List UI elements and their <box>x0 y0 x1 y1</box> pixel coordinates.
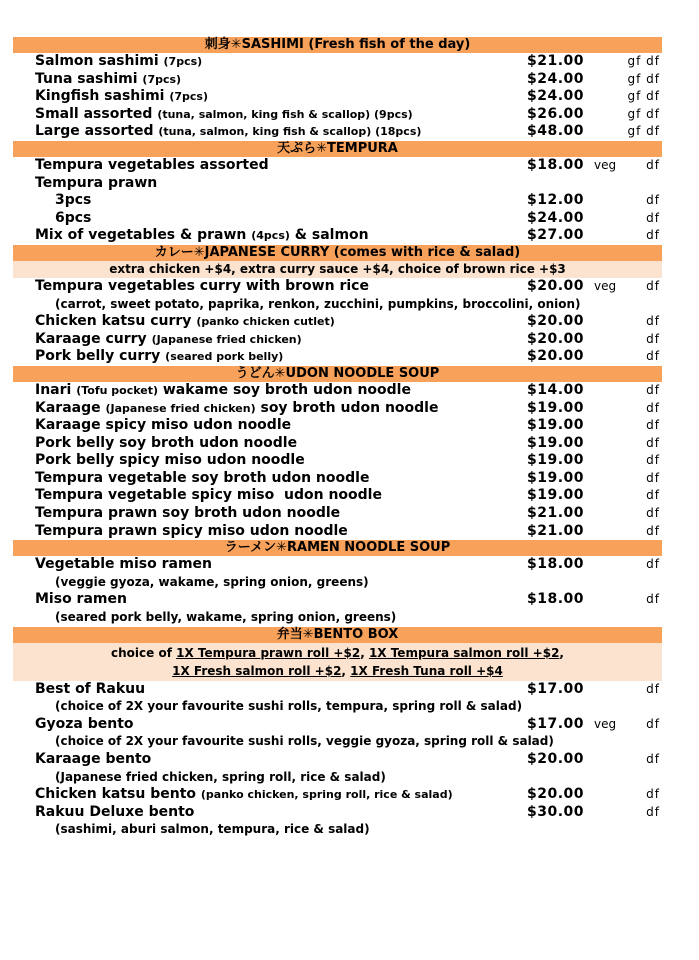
bento-choice-line-2: 1X Fresh salmon roll +$2, 1X Fresh Tuna roll +$4 <box>172 663 503 678</box>
item-name: Chicken katsu bento <box>35 786 197 803</box>
menu-item <box>13 71 662 89</box>
item-name: Pork belly soy broth udon noodle <box>35 434 298 451</box>
item-veg-tag: veg <box>594 278 617 293</box>
item-name: Karaage bento <box>35 751 152 767</box>
item-tags: df <box>646 314 660 329</box>
item-name: Tuna sashimi <box>35 70 138 87</box>
item-name: Small assorted <box>35 105 153 122</box>
item-note: (tuna, salmon, king fish & scallop) (18pcs) <box>158 125 422 139</box>
menu-item <box>13 313 662 331</box>
menu-item <box>13 751 662 769</box>
item-name: Mix of vegetables & prawn <box>35 227 247 244</box>
item-note: (tuna, salmon, king fish & scallop) (9pcs) <box>157 107 413 121</box>
section-header-bento: 弁当✳BENTO BOX <box>13 627 662 643</box>
menu-item <box>13 435 662 453</box>
item-name: 3pcs <box>55 192 92 209</box>
section-header-ramen: ラーメン✳RAMEN NOODLE SOUP <box>13 540 662 556</box>
item-tags: df <box>646 382 660 397</box>
menu-item <box>13 53 662 71</box>
bento-choices <box>13 643 662 681</box>
section-curry <box>13 278 662 366</box>
item-description: (carrot, sweet potato, paprika, renkon, zucchini, pumpkins, broccolini, onion) <box>55 296 581 311</box>
menu-item <box>13 417 662 435</box>
item-tags: gf df <box>627 71 660 86</box>
menu-item <box>13 400 662 418</box>
item-tags: df <box>646 488 660 503</box>
item-tags: gf df <box>627 89 660 104</box>
item-description: (seared pork belly, wakame, spring onion, greens) <box>55 610 397 625</box>
item-tags: df <box>646 592 660 607</box>
item-tags: df <box>646 557 660 572</box>
choice-option: 1X Tempura salmon roll +$2 <box>368 645 560 660</box>
item-price: $20.00 <box>527 751 585 767</box>
item-description: (sashimi, aburi salmon, tempura, rice & salad) <box>55 822 370 837</box>
item-tags: df <box>646 278 660 293</box>
item-note: (Japanese fried chicken) <box>151 332 302 346</box>
section-header-udon: うどん✳UDON NOODLE SOUP <box>13 366 662 382</box>
menu-item <box>13 786 662 804</box>
item-price: $14.00 <box>527 381 585 398</box>
item-name: Tempura vegetables curry with brown rice <box>35 277 369 294</box>
item-name: Pork belly curry <box>35 348 161 365</box>
item-tags: df <box>646 435 660 450</box>
item-tags: df <box>646 681 660 696</box>
menu-item <box>13 210 662 228</box>
item-price: $19.00 <box>527 434 585 451</box>
item-name-suffix: wakame soy broth udon noodle <box>162 381 411 398</box>
section-udon <box>13 382 662 540</box>
bento-choice-line-1: choice of 1X Tempura prawn roll +$2, 1X Tempura salmon roll +$2, <box>111 645 564 660</box>
item-price: $48.00 <box>527 123 585 140</box>
item-name: Inari <box>35 381 72 398</box>
item-tags: gf df <box>627 54 660 68</box>
item-price: $19.00 <box>527 487 585 504</box>
item-tags: df <box>646 193 660 208</box>
menu-item <box>13 382 662 400</box>
item-price: $19.00 <box>527 417 585 434</box>
item-name: Tempura prawn <box>35 174 158 191</box>
item-price: $21.00 <box>527 522 585 539</box>
item-price: $26.00 <box>527 105 585 122</box>
item-tags: df <box>646 453 660 468</box>
menu-item <box>13 591 662 609</box>
item-name-suffix: soy broth udon noodle <box>260 399 439 416</box>
item-veg-tag: veg <box>594 157 617 172</box>
item-description: (Japanese fried chicken, spring roll, rice & salad) <box>55 769 386 784</box>
menu-item <box>13 278 662 296</box>
item-name: Miso ramen <box>35 591 127 608</box>
item-name: Tempura prawn soy broth udon noodle <box>35 505 341 522</box>
menu-item <box>13 487 662 505</box>
item-tags: df <box>646 716 660 731</box>
item-name: Chicken katsu curry <box>35 313 192 330</box>
section-header-curry: カレー✳JAPANESE CURRY (comes with rice & salad) <box>13 245 662 261</box>
menu-item <box>13 348 662 366</box>
item-name: Karaage curry <box>35 330 147 347</box>
section-header-sashimi: 刺身✳SASHIMI (Fresh fish of the day) <box>13 37 662 53</box>
menu-item <box>13 175 662 193</box>
item-price: $24.00 <box>527 209 585 226</box>
section-ramen <box>13 556 662 626</box>
item-price: $18.00 <box>527 156 585 173</box>
choice-prefix: choice of <box>111 645 172 660</box>
section-bento <box>13 681 662 839</box>
item-name: Salmon sashimi <box>35 53 159 69</box>
item-price: $20.00 <box>527 330 585 347</box>
item-price: $21.00 <box>527 505 585 522</box>
item-name: Vegetable miso ramen <box>35 556 213 573</box>
menu-item <box>13 804 662 822</box>
item-tags: df <box>646 400 660 415</box>
menu-item <box>13 681 662 699</box>
item-tags: df <box>646 418 660 433</box>
item-name: Karaage <box>35 399 101 416</box>
item-tags: df <box>646 804 660 819</box>
menu-item <box>13 331 662 349</box>
item-price: $20.00 <box>527 348 585 365</box>
item-price: $19.00 <box>527 399 585 416</box>
item-price: $12.00 <box>527 192 585 209</box>
item-note: (4pcs) <box>251 229 290 243</box>
item-name: Tempura prawn spicy miso udon noodle <box>35 522 348 539</box>
item-name: Tempura vegetables assorted <box>35 156 269 173</box>
item-name: Tempura vegetable soy broth udon noodle <box>35 469 370 486</box>
item-note: (Japanese fried chicken) <box>105 401 256 415</box>
menu-item <box>13 106 662 124</box>
menu-item <box>13 523 662 541</box>
item-name: Gyoza bento <box>35 715 134 732</box>
item-tags: df <box>646 752 660 766</box>
item-price: $20.00 <box>527 277 585 294</box>
item-price: $21.00 <box>527 53 585 69</box>
menu-item <box>13 88 662 106</box>
item-tags: df <box>646 210 660 225</box>
item-description: (veggie gyoza, wakame, spring onion, greens) <box>55 574 369 589</box>
choice-option: 1X Tempura prawn roll +$2 <box>176 645 361 660</box>
item-veg-tag: veg <box>594 716 617 731</box>
item-price: $27.00 <box>527 227 585 244</box>
item-name: Pork belly spicy miso udon noodle <box>35 452 305 469</box>
item-tags: df <box>646 470 660 485</box>
menu-item <box>13 556 662 574</box>
item-price: $20.00 <box>527 313 585 330</box>
menu-item <box>13 470 662 488</box>
item-note: (7pcs) <box>163 55 203 68</box>
item-name: 6pcs <box>55 209 92 226</box>
item-note: (panko chicken cutlet) <box>196 315 335 329</box>
item-name: Karaage spicy miso udon noodle <box>35 417 292 434</box>
item-note: (Tofu pocket) <box>76 383 158 397</box>
item-price: $24.00 <box>527 70 585 87</box>
item-note: (7pcs) <box>142 72 182 86</box>
item-tags: gf df <box>627 124 660 139</box>
menu-item <box>13 716 662 734</box>
item-price: $30.00 <box>527 803 585 820</box>
menu-item <box>13 192 662 210</box>
section-sashimi <box>13 53 662 141</box>
choice-option: 1X Fresh salmon roll +$2 <box>172 663 342 678</box>
item-name: Best of Rakuu <box>35 680 146 697</box>
item-price: $18.00 <box>527 556 585 573</box>
item-price: $24.00 <box>527 88 585 105</box>
menu-item <box>13 227 662 245</box>
menu-item <box>13 505 662 523</box>
item-price: $17.00 <box>527 715 585 732</box>
item-name: Large assorted <box>35 123 154 140</box>
item-name: Kingfish sashimi <box>35 88 165 105</box>
item-tags: df <box>646 157 660 172</box>
item-note: (panko chicken, spring roll, rice & salad) <box>200 788 453 802</box>
item-tags: df <box>646 349 660 364</box>
item-description: (choice of 2X your favourite sushi rolls, tempura, spring roll & salad) <box>55 699 523 714</box>
item-tags: df <box>646 331 660 346</box>
item-tags: df <box>646 228 660 243</box>
item-description: (choice of 2X your favourite sushi rolls, veggie gyoza, spring roll & salad) <box>55 734 554 749</box>
item-name-suffix: & salmon <box>294 227 369 244</box>
item-name: Rakuu Deluxe bento <box>35 803 195 820</box>
item-price: $18.00 <box>527 591 585 608</box>
item-tags: gf df <box>627 106 660 121</box>
menu-item <box>13 123 662 141</box>
section-header-tempura: 天ぷら✳TEMPURA <box>13 141 662 157</box>
item-price: $17.00 <box>527 680 585 697</box>
item-note: (7pcs) <box>169 90 208 104</box>
menu-item <box>13 157 662 175</box>
menu-page <box>13 37 662 839</box>
item-note: (seared pork belly) <box>165 350 284 364</box>
curry-extras: extra chicken +$4, extra curry sauce +$4, choice of brown rice +$3 <box>13 261 662 278</box>
menu-item <box>13 452 662 470</box>
section-tempura <box>13 157 662 245</box>
item-price: $19.00 <box>527 452 585 469</box>
item-tags: df <box>646 506 660 521</box>
item-name: Tempura vegetable spicy miso udon noodle <box>35 487 382 504</box>
choice-option: 1X Fresh Tuna roll +$4 <box>350 663 503 678</box>
item-tags: df <box>646 523 660 538</box>
item-price: $19.00 <box>527 469 585 486</box>
item-tags: df <box>646 787 660 802</box>
item-price: $20.00 <box>527 786 585 803</box>
